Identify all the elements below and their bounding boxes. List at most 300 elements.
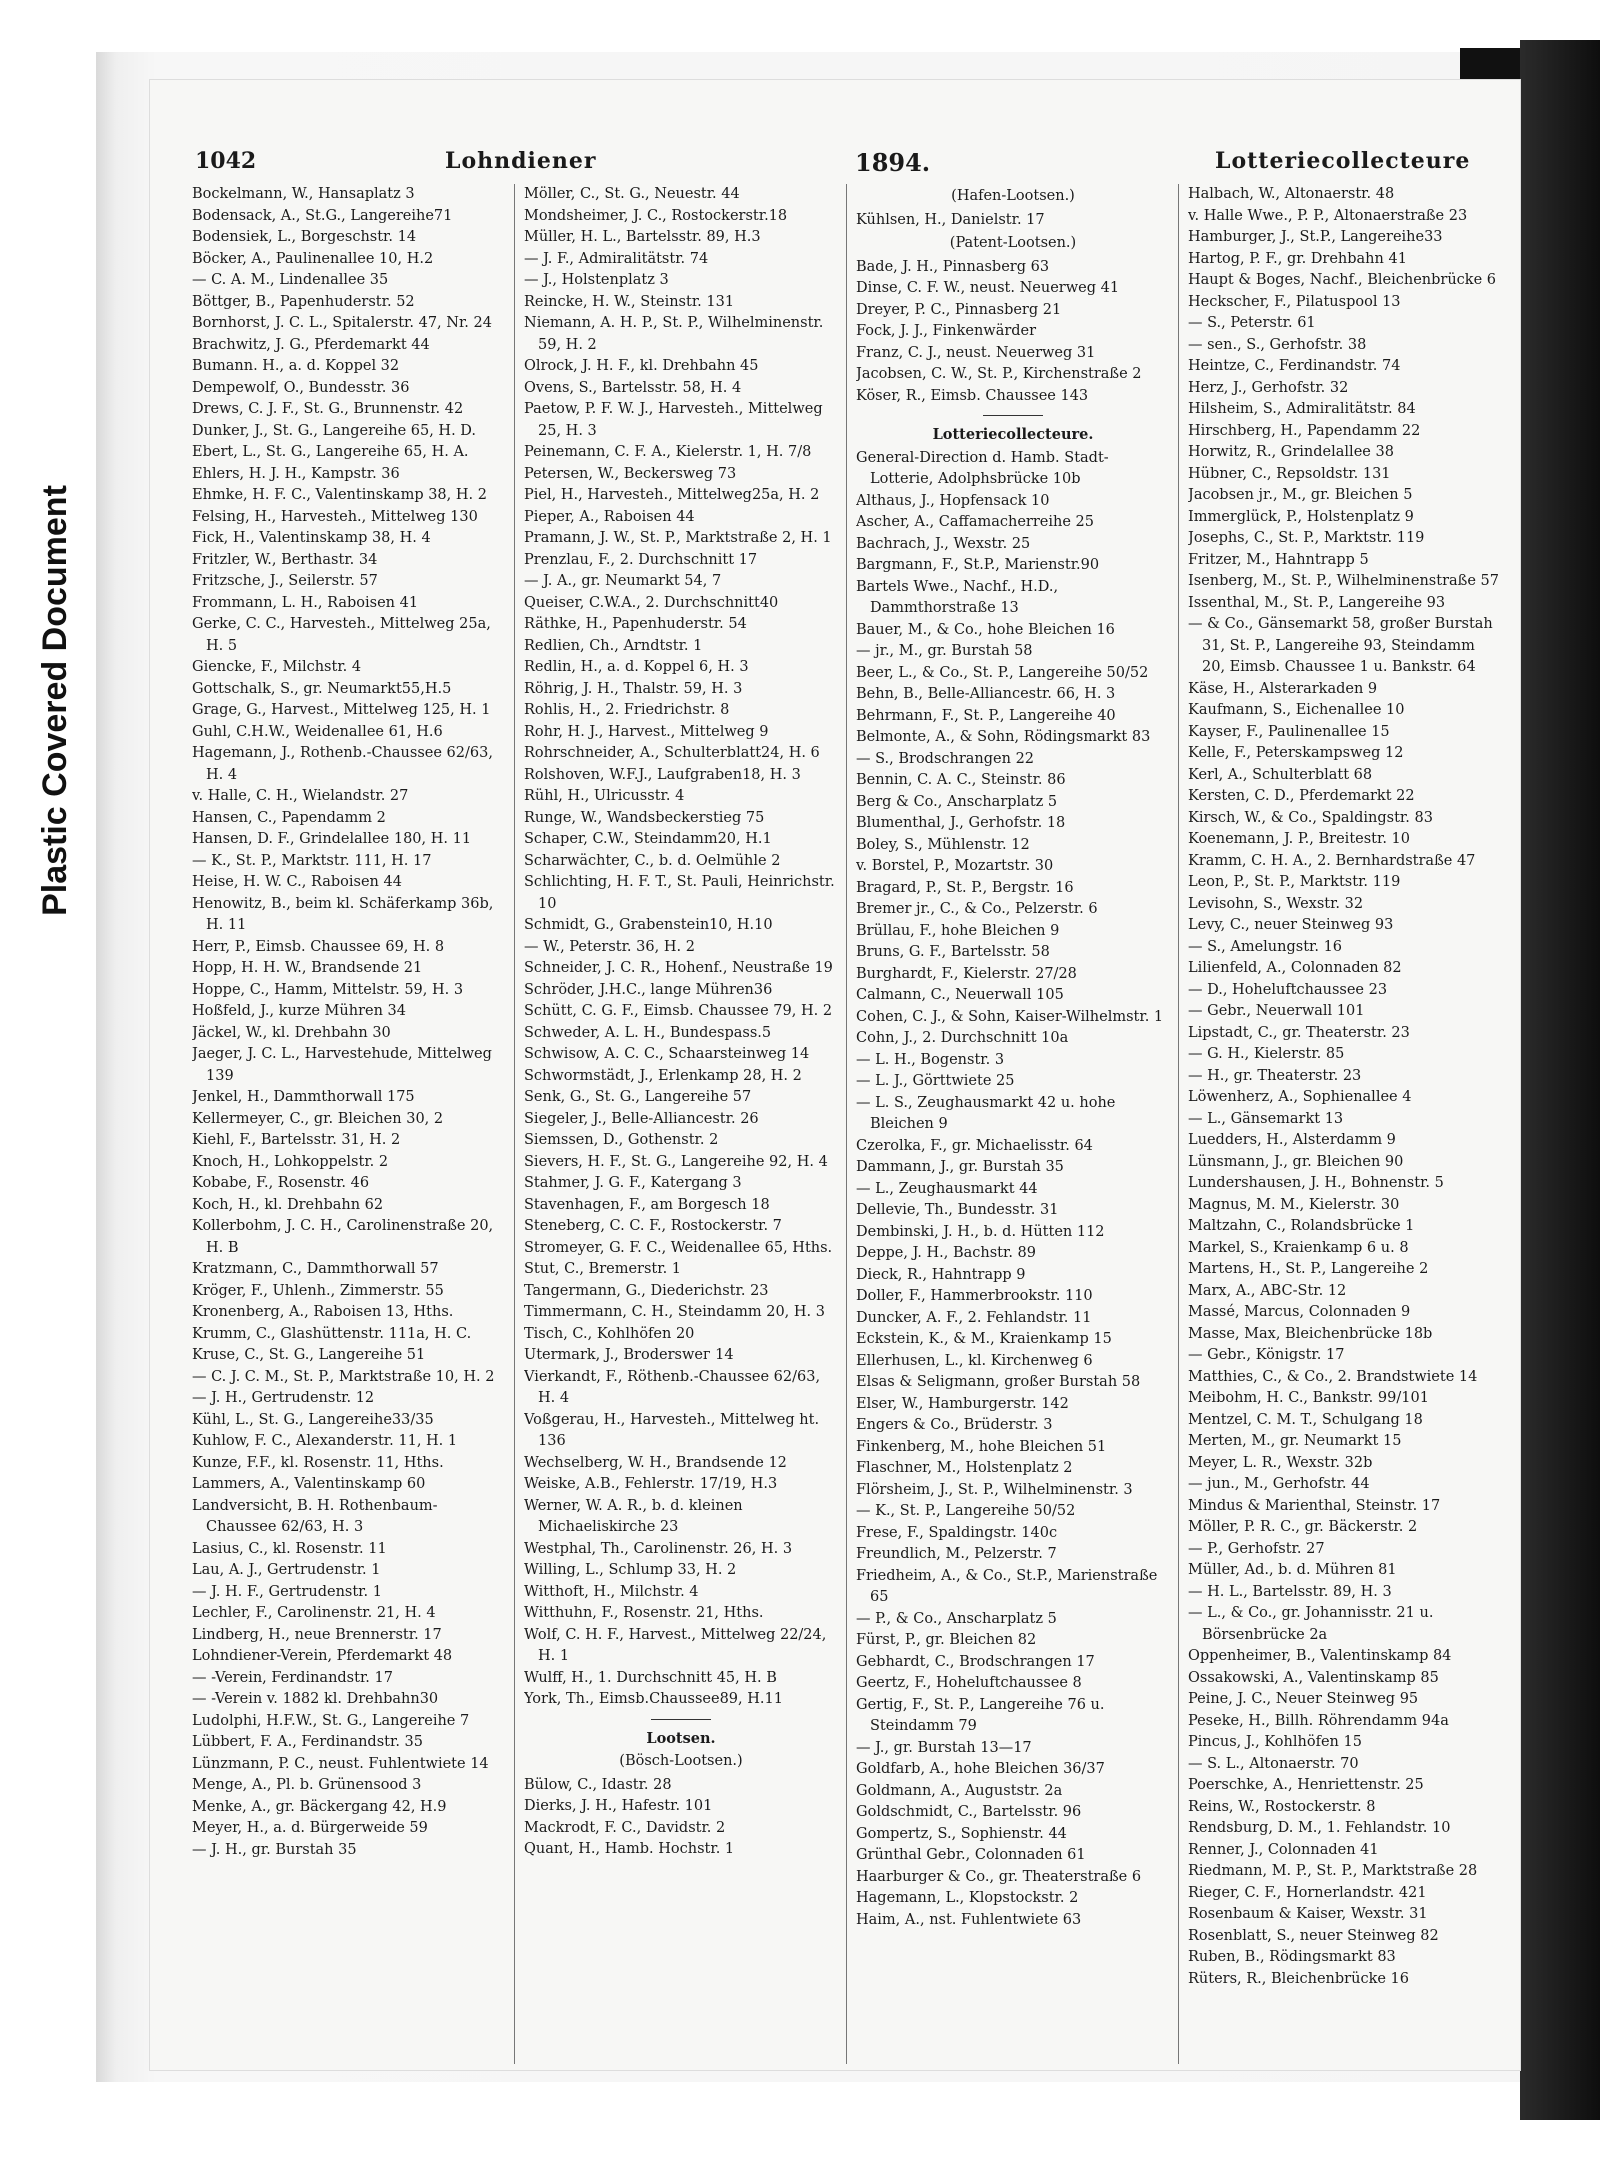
directory-entry: Lau, A. J., Gertrudenstr. 1 <box>192 1562 381 1578</box>
directory-entry: Bockelmann, W., Hansaplatz 3 <box>192 186 415 202</box>
directory-entry: Belmonte, A., & Sohn, Rödingsmarkt 83 <box>856 729 1151 745</box>
directory-entry: — H., gr. Theaterstr. 23 <box>1188 1067 1362 1084</box>
directory-entry: — J. A., gr. Neumarkt 54, 7 <box>524 573 722 589</box>
directory-entry: Bargmann, F., St.P., Marienstr.90 <box>856 557 1100 573</box>
directory-entry: v. Borstel, P., Mozartstr. 30 <box>856 858 1054 874</box>
directory-entry: Fick, H., Valentinskamp 38, H. 4 <box>192 530 431 546</box>
directory-entry: Peine, J. C., Neuer Steinweg 95 <box>1188 1691 1419 1707</box>
directory-entry: Witthoft, H., Milchstr. 4 <box>524 1583 699 1600</box>
directory-entry: — J. F., Admiralitätstr. 74 <box>524 250 709 267</box>
directory-entry: Goldmann, A., Auguststr. 2a <box>856 1782 1063 1799</box>
directory-entry: Schneider, J. C. R., Hohenf., Neustraße 19 <box>524 960 833 976</box>
directory-entry: Möller, P. R. C., gr. Bäckerstr. 2 <box>1188 1519 1418 1535</box>
directory-entry: Knoch, H., Lohkoppelstr. 2 <box>192 1153 389 1170</box>
directory-entry: Althaus, J., Hopfensack 10 <box>856 492 1050 509</box>
directory-entry: Siegeler, J., Belle-Alliancestr. 26 <box>524 1110 759 1127</box>
directory-entry: Koch, H., kl. Drehbahn 62 <box>192 1196 384 1213</box>
directory-entry: Weiske, A.B., Fehlerstr. 17/19, H.3 <box>524 1476 778 1492</box>
directory-entry: — jun., M., Gerhofstr. 44 <box>1188 1476 1370 1492</box>
directory-entry: Stut, C., Bremerstr. 1 <box>524 1261 682 1277</box>
plastic-covered-label: Plastic Covered Document <box>35 484 74 916</box>
spine-label-partial <box>4 420 18 980</box>
directory-entry: Lasius, C., kl. Rosenstr. 11 <box>192 1540 387 1557</box>
directory-entry: Scharwächter, C., b. d. Oelmühle 2 <box>524 852 781 869</box>
directory-entry: Rühl, H., Ulricusstr. 4 <box>524 788 685 804</box>
directory-entry: Gerke, C. C., Harvesteh., Mittelweg 25a, H. 5 <box>192 616 491 654</box>
directory-entry: Oppenheimer, B., Valentinskamp 84 <box>1188 1648 1452 1664</box>
directory-entry: Riedmann, M. P., St. P., Marktstraße 28 <box>1188 1863 1478 1879</box>
directory-entry: Issenthal, M., St. P., Langereihe 93 <box>1188 594 1446 611</box>
directory-entry: Siemssen, D., Gothenstr. 2 <box>524 1132 719 1148</box>
directory-entry: Müller, Ad., b. d. Mühren 81 <box>1188 1562 1397 1578</box>
directory-entry: Heckscher, F., Pilatuspool 13 <box>1188 293 1401 310</box>
directory-entry: Levy, C., neuer Steinweg 93 <box>1188 917 1394 933</box>
directory-entry: Schwisow, A. C. C., Schaarsteinweg 14 <box>524 1046 810 1062</box>
directory-entry: Wolf, C. H. F., Harvest., Mittelweg 22/24, H. 1 <box>524 1626 827 1664</box>
directory-entry: Niemann, A. H. P., St. P., Wilhelminenstr. 59, H. 2 <box>524 315 824 353</box>
directory-entry: Hoßfeld, J., kurze Mühren 34 <box>192 1003 406 1019</box>
lootsen-heading: Lootsen. <box>646 1729 716 1747</box>
directory-entry: Bade, J. H., Pinnasberg 63 <box>856 258 1050 275</box>
directory-entry: — sen., S., Gerhofstr. 38 <box>1188 336 1367 353</box>
directory-entry: Fritzsche, J., Seilerstr. 57 <box>192 573 378 589</box>
directory-entry: Dreyer, P. C., Pinnasberg 21 <box>856 301 1062 318</box>
page-header <box>195 148 1471 184</box>
directory-entry: Pieper, A., Raboisen 44 <box>524 508 695 525</box>
directory-entry: Frommann, L. H., Raboisen 41 <box>192 594 419 611</box>
directory-entry: Hamburger, J., St.P., Langereihe33 <box>1188 229 1443 245</box>
directory-entry: Hagemann, L., Klopstockstr. 2 <box>856 1890 1079 1906</box>
directory-entry: Engers & Co., Brüderstr. 3 <box>856 1417 1053 1433</box>
directory-entry: Matthies, C., & Co., 2. Brandstwiete 14 <box>1188 1368 1478 1385</box>
directory-entry: Rüters, R., Bleichenbrücke 16 <box>1188 1970 1409 1987</box>
directory-entry: Lindberg, H., neue Brennerstr. 17 <box>192 1626 442 1643</box>
directory-entry: — S., Peterstr. 61 <box>1188 315 1316 331</box>
directory-entry: Halbach, W., Altonaerstr. 48 <box>1188 186 1395 202</box>
directory-entry: Rieger, C. F., Hornerlandstr. 421 <box>1188 1884 1427 1901</box>
directory-entry: Kirsch, W., & Co., Spaldingstr. 83 <box>1188 809 1433 826</box>
directory-entry: Schwormstädt, J., Erlenkamp 28, H. 2 <box>524 1067 802 1084</box>
directory-entry: Merten, M., gr. Neumarkt 15 <box>1188 1433 1402 1449</box>
directory-entry: Dierks, J. H., Hafestr. 101 <box>524 1798 713 1814</box>
directory-entry: Kellermeyer, C., gr. Bleichen 30, 2 <box>192 1110 444 1127</box>
directory-entry: Rohlis, H., 2. Friedrichstr. 8 <box>524 702 730 718</box>
directory-entry: — K., St. P., Langereihe 50/52 <box>856 1503 1076 1519</box>
directory-entry: Petersen, W., Beckersweg 73 <box>524 465 737 482</box>
directory-entry: York, Th., Eimsb.Chaussee89, H.11 <box>524 1691 783 1707</box>
left-running-title: Lohndiener <box>445 148 597 174</box>
directory-entry: Ovens, S., Bartelsstr. 58, H. 4 <box>524 379 742 396</box>
directory-entry: Schweder, A. L. H., Bundespass.5 <box>524 1024 772 1041</box>
directory-entry: Meyer, H., a. d. Bürgerweide 59 <box>192 1820 428 1836</box>
directory-entry: — J. H. F., Gertrudenstr. 1 <box>192 1583 382 1600</box>
directory-entry: Runge, W., Wandsbeckerstieg 75 <box>524 809 765 826</box>
directory-entry: — -Verein, Ferdinandstr. 17 <box>192 1669 393 1686</box>
directory-entry: Landversicht, B. H. Rothenbaum-Chaussee 62/63, H. 3 <box>192 1497 438 1535</box>
directory-entry: Stavenhagen, F., am Borgesch 18 <box>524 1196 770 1213</box>
directory-entry: Hansen, D. F., Grindelallee 180, H. 11 <box>192 831 472 847</box>
directory-entry: Luedders, H., Alsterdamm 9 <box>1188 1132 1396 1148</box>
directory-entry: Finkenberg, M., hohe Bleichen 51 <box>856 1438 1107 1455</box>
directory-entry: Isenberg, M., St. P., Wilhelminenstraße 57 <box>1188 573 1499 589</box>
directory-entry: — C. A. M., Lindenallee 35 <box>192 272 389 288</box>
directory-entry: Pramann, J. W., St. P., Marktstraße 2, H. 1 <box>524 530 832 546</box>
directory-entry: Duncker, A. F., 2. Fehlandstr. 11 <box>856 1309 1092 1326</box>
directory-entry: Bumann. H., a. d. Koppel 32 <box>192 358 400 374</box>
directory-entry: — L., Zeughausmarkt 44 <box>856 1180 1038 1197</box>
directory-entry: Friedheim, A., & Co., St.P., Marienstraße 65 <box>856 1567 1158 1605</box>
directory-entry: Mackrodt, F. C., Davidstr. 2 <box>524 1819 726 1836</box>
directory-entry: Burghardt, F., Kielerstr. 27/28 <box>856 965 1077 982</box>
directory-entry: Boley, S., Mühlenstr. 12 <box>856 836 1030 853</box>
directory-entry: Giencke, F., Milchstr. 4 <box>192 659 362 675</box>
directory-entry: Hilsheim, S., Admiralitätstr. 84 <box>1188 401 1416 417</box>
directory-entry: Dieck, R., Hahntrapp 9 <box>856 1266 1026 1283</box>
scan-edge-right <box>1520 40 1600 2120</box>
directory-entry: Vierkandt, F., Röthenb.-Chaussee 62/63, H. 4 <box>524 1368 821 1406</box>
directory-entry: Fritzler, W., Berthastr. 34 <box>192 551 378 568</box>
directory-entry: Müller, H. L., Bartelsstr. 89, H.3 <box>524 229 761 245</box>
directory-entry: Grage, G., Harvest., Mittelweg 125, H. 1 <box>192 702 491 718</box>
directory-entry: Dempewolf, O., Bundesstr. 36 <box>192 379 410 396</box>
section-rule <box>651 1719 711 1720</box>
directory-entry: Heintze, C., Ferdinandstr. 74 <box>1188 358 1401 374</box>
directory-entry: Jenkel, H., Dammthorwall 175 <box>192 1089 415 1105</box>
directory-entry: Utermark, J., Broderswег 14 <box>524 1347 734 1363</box>
directory-entry: — Gebr., Neuerwall 101 <box>1188 1003 1365 1019</box>
directory-entry: Mentzel, C. M. T., Schulgang 18 <box>1188 1411 1423 1428</box>
directory-entry: — W., Peterstr. 36, H. 2 <box>524 938 695 955</box>
directory-entry: — J., gr. Burstah 13—17 <box>856 1739 1032 1756</box>
directory-entry: Marx, A., ABC-Str. 12 <box>1188 1282 1347 1299</box>
directory-entry: Dellevie, Th., Bundesstr. 31 <box>856 1202 1059 1218</box>
directory-entry: Blumenthal, J., Gerhofstr. 18 <box>856 815 1066 831</box>
directory-entry: Calmann, C., Neuerwall 105 <box>856 987 1064 1003</box>
directory-entry: Kaufmann, S., Eichenallee 10 <box>1188 702 1405 718</box>
directory-entry: Kayser, F., Paulinenallee 15 <box>1188 723 1390 740</box>
directory-entry: — S. L., Altonaerstr. 70 <box>1188 1755 1359 1772</box>
directory-entry: Böttger, B., Papenhuderstr. 52 <box>192 293 415 310</box>
directory-entry: Bodensiek, L., Borgeschstr. 14 <box>192 229 417 245</box>
directory-entry: Horwitz, R., Grindelallee 38 <box>1188 444 1394 460</box>
directory-entry: Brüllau, F., hohe Bleichen 9 <box>856 922 1060 939</box>
directory-entry: Franz, C. J., neust. Neuerweg 31 <box>856 344 1096 361</box>
directory-entry: Magnus, M. M., Kielerstr. 30 <box>1188 1196 1400 1213</box>
directory-entry: Kunze, F.F., kl. Rosenstr. 11, Hths. <box>192 1454 444 1471</box>
directory-entry: — Gebr., Königstr. 17 <box>1188 1347 1345 1363</box>
directory-entry: Schütt, C. G. F., Eimsb. Chaussee 79, H. 2 <box>524 1003 833 1019</box>
directory-entry: Böcker, A., Paulinenallee 10, H.2 <box>192 250 434 267</box>
directory-entry: Jacobsen, C. W., St. P., Kirchenstraße 2 <box>856 366 1142 382</box>
column-divider <box>846 184 847 2064</box>
directory-entry: Lilienfeld, A., Colonnaden 82 <box>1188 960 1402 976</box>
directory-entry: Bragard, P., St. P., Bergstr. 16 <box>856 879 1074 896</box>
directory-entry: Hirschberg, H., Papendamm 22 <box>1188 422 1421 439</box>
directory-entry: Rendsburg, D. M., 1. Fehlandstr. 10 <box>1188 1820 1451 1836</box>
directory-entry: Beer, L., & Co., St. P., Langereihe 50/52 <box>856 664 1149 681</box>
section-subheading: (Hafen-Lootsen.) <box>951 188 1075 204</box>
year-heading: 1894. <box>855 148 931 177</box>
directory-entry: — J. H., gr. Burstah 35 <box>192 1841 357 1858</box>
column-4 <box>1188 184 1502 2064</box>
directory-entry: Berg & Co., Anscharplatz 5 <box>856 793 1058 810</box>
directory-entry: Levisohn, S., Wexstr. 32 <box>1188 895 1364 912</box>
directory-entry: Flaschner, M., Holstenplatz 2 <box>856 1460 1073 1476</box>
directory-entry: Kühl, L., St. G., Langereihe33/35 <box>192 1411 434 1428</box>
directory-entry: Tangermann, G., Diederichstr. 23 <box>524 1282 769 1299</box>
directory-entry: — G. H., Kielerstr. 85 <box>1188 1046 1345 1062</box>
directory-entry: Stahmer, J. G. F., Katergang 3 <box>524 1175 742 1191</box>
directory-entry: Peinemann, C. F. A., Kielerstr. 1, H. 7/8 <box>524 444 812 460</box>
directory-entry: Lipstadt, C., gr. Theaterstr. 23 <box>1188 1024 1410 1041</box>
directory-entry: Fürst, P., gr. Bleichen 82 <box>856 1632 1037 1648</box>
directory-entry: Witthuhn, F., Rosenstr. 21, Hths. <box>524 1605 764 1621</box>
directory-entry: v. Halle, C. H., Wielandstr. 27 <box>192 788 409 804</box>
directory-entry: v. Halle Wwe., P. P., Altonaerstraße 23 <box>1188 207 1468 224</box>
directory-entry: Brachwitz, J. G., Pferdemarkt 44 <box>192 336 430 353</box>
directory-entry: Rosenbaum & Kaiser, Wexstr. 31 <box>1188 1906 1428 1922</box>
directory-entry: Willing, L., Schlump 33, H. 2 <box>524 1562 737 1578</box>
directory-entry: Steneberg, C. C. F., Rostockerstr. 7 <box>524 1218 782 1234</box>
directory-entry: — J., Holstenplatz 3 <box>524 272 669 288</box>
directory-entry: Ascher, A., Caffamacherreihe 25 <box>856 514 1094 530</box>
directory-entry: Tisch, C., Kohlhöfen 20 <box>524 1325 695 1342</box>
directory-entry: Guhl, C.H.W., Weidenallee 61, H.6 <box>192 723 443 740</box>
directory-entry: Kruse, C., St. G., Langereihe 51 <box>192 1347 426 1363</box>
directory-entry: — L. H., Bogenstr. 3 <box>856 1051 1005 1068</box>
directory-entry: Rosenblatt, S., neuer Steinweg 82 <box>1188 1927 1439 1944</box>
directory-entry: Pincus, J., Kohlhöfen 15 <box>1188 1734 1362 1750</box>
directory-entry: — L., & Co., gr. Johannisstr. 21 u. Börsenbrücke 2a <box>1188 1605 1434 1643</box>
directory-entry: Frese, F., Spaldingstr. 140c <box>856 1524 1058 1541</box>
directory-entry: Massé, Marcus, Colonnaden 9 <box>1188 1304 1411 1320</box>
directory-entry: Hübner, C., Repsoldstr. 131 <box>1188 465 1391 482</box>
directory-entry: Quant, H., Hamb. Hochstr. 1 <box>524 1841 735 1857</box>
directory-entry: Renner, J., Colonnaden 41 <box>1188 1841 1379 1858</box>
directory-entry: Martens, H., St. P., Langereihe 2 <box>1188 1261 1429 1277</box>
column-2 <box>524 184 838 2064</box>
directory-entry: — H. L., Bartelsstr. 89, H. 3 <box>1188 1583 1392 1600</box>
directory-entry: Kratzmann, C., Dammthorwall 57 <box>192 1261 439 1277</box>
directory-entry: Schmidt, G., Grabenstein10, H.10 <box>524 917 773 933</box>
directory-entry: — -Verein v. 1882 kl. Drehbahn30 <box>192 1691 439 1707</box>
directory-entry: — L., Gänsemarkt 13 <box>1188 1110 1344 1127</box>
directory-entry: Kronenberg, A., Raboisen 13, Hths. <box>192 1304 454 1320</box>
directory-entry: Wulff, H., 1. Durchschnitt 45, H. B <box>524 1669 777 1686</box>
directory-entry: Jäckel, W., kl. Drehbahn 30 <box>192 1024 391 1041</box>
directory-entry: Bauer, M., & Co., hohe Bleichen 16 <box>856 621 1115 638</box>
directory-entry: Immerglück, P., Holstenplatz 9 <box>1188 508 1414 525</box>
directory-entry: Czerolka, F., gr. Michaelisstr. 64 <box>856 1137 1093 1154</box>
directory-entry: Stromeyer, G. F. C., Weidenallee 65, Hths. <box>524 1239 833 1256</box>
directory-entry: Hansen, C., Papendamm 2 <box>192 809 386 826</box>
directory-entry: Lammers, A., Valentinskamp 60 <box>192 1476 426 1492</box>
directory-entry: Hartog, P. F., gr. Drehbahn 41 <box>1188 250 1407 267</box>
directory-entry: Jaeger, J. C. L., Harvestehude, Mittelweg 139 <box>192 1046 492 1084</box>
directory-entry: Menke, A., gr. Bäckergang 42, H.9 <box>192 1798 447 1815</box>
directory-entry: Lohndiener-Verein, Pferdemarkt 48 <box>192 1648 453 1664</box>
directory-entry: Cohen, C. J., & Sohn, Kaiser-Wilhelmstr. 1 <box>856 1008 1164 1025</box>
directory-entry: Timmermann, C. H., Steindamm 20, H. 3 <box>524 1304 825 1320</box>
column-3 <box>856 184 1170 2064</box>
directory-entry: Kröger, F., Uhlenh., Zimmerstr. 55 <box>192 1282 444 1299</box>
directory-entry: Rolshoven, W.F.J., Laufgraben18, H. 3 <box>524 766 801 783</box>
directory-entry: Doller, F., Hammerbrookstr. 110 <box>856 1288 1093 1304</box>
directory-entry: — K., St. P., Marktstr. 111, H. 17 <box>192 852 432 869</box>
directory-entry: Lundershausen, J. H., Bohnenstr. 5 <box>1188 1175 1444 1191</box>
directory-entry: Poerschke, A., Henriettenstr. 25 <box>1188 1777 1424 1793</box>
directory-entry: Gottschalk, S., gr. Neumarkt55,H.5 <box>192 680 452 697</box>
directory-entry: Deppe, J. H., Bachstr. 89 <box>856 1245 1036 1261</box>
directory-entry: Paetow, P. F. W. J., Harvesteh., Mittelweg 25, H. 3 <box>524 401 823 439</box>
directory-entry: Dunker, J., St. G., Langereihe 65, H. D. <box>192 422 477 439</box>
directory-entry: Voßgerau, H., Harvesteh., Mittelweg ht. 136 <box>524 1411 820 1449</box>
directory-entry: Goldschmidt, C., Bartelsstr. 96 <box>856 1804 1082 1820</box>
directory-entry: Bartels Wwe., Nachf., H.D., Dammthorstraße 13 <box>856 578 1059 616</box>
directory-entry: Dinse, C. F. W., neust. Neuerweg 41 <box>856 280 1120 296</box>
directory-entry: — & Co., Gänsemarkt 58, großer Burstah 31, St. P., Langereihe 93, Steindamm 20, Eimsb. Chaussee 1 u. Bankstr. 64 <box>1188 616 1493 675</box>
directory-entry: — S., Brodschrangen 22 <box>856 750 1035 767</box>
directory-entry: — D., Hoheluftchaussee 23 <box>1188 981 1388 998</box>
directory-entry: Masse, Max, Bleichenbrücke 18b <box>1188 1325 1433 1342</box>
directory-entry: Wechselberg, W. H., Brandsende 12 <box>524 1454 787 1471</box>
directory-entry: Grünthal Gebr., Colonnaden 61 <box>856 1847 1086 1863</box>
directory-entry: — L. S., Zeughausmarkt 42 u. hohe Bleichen 9 <box>856 1094 1116 1132</box>
directory-entry: Mindus & Marienthal, Steinstr. 17 <box>1188 1497 1441 1514</box>
directory-entry: Werner, W. A. R., b. d. kleinen Michaeliskirche 23 <box>524 1497 743 1535</box>
directory-entry: Peseke, H., Billh. Röhrendamm 94a <box>1188 1712 1449 1729</box>
directory-entry: Drews, C. J. F., St. G., Brunnenstr. 42 <box>192 401 464 417</box>
directory-entry: Reins, W., Rostockerstr. 8 <box>1188 1798 1376 1815</box>
directory-entry: Rohr, H. J., Harvest., Mittelweg 9 <box>524 723 769 740</box>
directory-entry: Heise, H. W. C., Raboisen 44 <box>192 874 402 890</box>
directory-entry: Ebert, L., St. G., Langereihe 65, H. A. <box>192 444 469 460</box>
directory-entry: Elsas & Seligmann, großer Burstah 58 <box>856 1374 1141 1390</box>
directory-entry: Schröder, J.H.C., lange Mühren36 <box>524 981 773 998</box>
directory-entry: Leon, P., St. P., Marktstr. 119 <box>1188 874 1401 890</box>
directory-entry: Piel, H., Harvesteh., Mittelweg25a, H. 2 <box>524 487 820 503</box>
directory-entry: Ehlers, H. J. H., Kampstr. 36 <box>192 465 400 482</box>
directory-entry: Kelle, F., Peterskampsweg 12 <box>1188 745 1404 761</box>
directory-entry: Lünsmann, J., gr. Bleichen 90 <box>1188 1153 1404 1170</box>
directory-entry: Dembinski, J. H., b. d. Hütten 112 <box>856 1223 1105 1240</box>
directory-entry: Markel, S., Kraienkamp 6 u. 8 <box>1188 1239 1409 1256</box>
directory-entry: Menge, A., Pl. b. Grünensood 3 <box>192 1777 422 1793</box>
page-number: 1042 <box>195 148 257 174</box>
directory-entry: Kersten, C. D., Pferdemarkt 22 <box>1188 788 1415 804</box>
directory-entry: Sievers, H. F., St. G., Langereihe 92, H. 4 <box>524 1153 828 1170</box>
directory-entry: Elser, W., Hamburgerstr. 142 <box>856 1395 1069 1412</box>
directory-entry: — jr., M., gr. Burstah 58 <box>856 643 1033 659</box>
directory-entry: Redlien, Ch., Arndtstr. 1 <box>524 637 703 654</box>
directory-entry: Kühlsen, H., Danielstr. 17 <box>856 211 1045 228</box>
directory-entry: Geertz, F., Hoheluftchaussee 8 <box>856 1675 1082 1691</box>
directory-entry: Bachrach, J., Wexstr. 25 <box>856 535 1031 552</box>
directory-entry: Lübbert, F. A., Ferdinandstr. 35 <box>192 1734 423 1750</box>
directory-entry: — J. H., Gertrudenstr. 12 <box>192 1390 375 1406</box>
directory-entry: Dammann, J., gr. Burstah 35 <box>856 1159 1064 1175</box>
directory-entry: Bruns, G. F., Bartelsstr. 58 <box>856 944 1050 960</box>
directory-entry: Reincke, H. W., Steinstr. 131 <box>524 293 735 310</box>
directory-entry: Josephs, C., St. P., Marktstr. 119 <box>1188 530 1425 546</box>
directory-entry: Felsing, H., Harvesteh., Mittelweg 130 <box>192 508 478 525</box>
directory-entry: Bülow, C., Idastr. 28 <box>524 1776 672 1793</box>
directory-entry: Rohrschneider, A., Schulterblatt24, H. 6 <box>524 745 820 761</box>
directory-entry: Röhrig, J. H., Thalstr. 59, H. 3 <box>524 680 743 697</box>
directory-entry: Haarburger & Co., gr. Theaterstraße 6 <box>856 1868 1142 1885</box>
directory-entry: — P., & Co., Anscharplatz 5 <box>856 1610 1057 1627</box>
right-running-title: Lotteriecollecteure <box>1215 148 1471 174</box>
directory-entry: Maltzahn, C., Rolandsbrücke 1 <box>1188 1218 1415 1234</box>
directory-entry: Ehmke, H. F. C., Valentinskamp 38, H. 2 <box>192 487 487 503</box>
lootsen-subheading: (Bösch-Lootsen.) <box>619 1753 743 1769</box>
directory-entry: Räthke, H., Papenhuderstr. 54 <box>524 616 747 632</box>
directory-entry: Kerl, A., Schulterblatt 68 <box>1188 766 1373 783</box>
directory-entry: Jacobsen jr., M., gr. Bleichen 5 <box>1188 487 1413 503</box>
directory-entry: Möller, C., St. G., Neuestr. 44 <box>524 186 740 202</box>
directory-page <box>150 80 1520 2070</box>
directory-entry: Eckstein, K., & M., Kraienkamp 15 <box>856 1331 1112 1347</box>
directory-entry: General-Direction d. Hamb. Stadt-Lotterie, Adolphsbrücke 10b <box>856 449 1109 487</box>
directory-entry: Kiehl, F., Bartelsstr. 31, H. 2 <box>192 1132 401 1148</box>
directory-entry: Hopp, H. H. W., Brandsende 21 <box>192 960 423 976</box>
section-subheading: (Patent-Lootsen.) <box>949 235 1077 251</box>
directory-entry: — S., Amelungstr. 16 <box>1188 938 1343 955</box>
directory-entry: — L. J., Görttwiete 25 <box>856 1073 1015 1089</box>
directory-entry: Cohn, J., 2. Durchschnitt 10a <box>856 1030 1069 1046</box>
section-rule <box>983 415 1043 416</box>
directory-entry: Behrmann, F., St. P., Langereihe 40 <box>856 707 1116 724</box>
directory-entry: Henowitz, B., beim kl. Schäferkamp 36b, H. 11 <box>192 895 494 933</box>
directory-entry: Olrock, J. H. F., kl. Drehbahn 45 <box>524 358 759 374</box>
directory-entry: Ossakowski, A., Valentinskamp 85 <box>1188 1669 1439 1686</box>
directory-entry: Haim, A., nst. Fuhlentwiete 63 <box>856 1911 1082 1928</box>
directory-entry: Bornhorst, J. C. L., Spitalerstr. 47, Nr. 24 <box>192 315 492 331</box>
directory-entry: Gertig, F., St. P., Langereihe 76 u. Steindamm 79 <box>856 1696 1105 1734</box>
directory-entry: Ruben, B., Rödingsmarkt 83 <box>1188 1949 1396 1965</box>
section-heading: Lotteriecollecteure. <box>932 426 1094 443</box>
directory-entry: Bremer jr., C., & Co., Pelzerstr. 6 <box>856 901 1098 917</box>
directory-entry: Koenemann, J. P., Breitestr. 10 <box>1188 831 1411 847</box>
directory-entry: Löwenherz, A., Sophienallee 4 <box>1188 1089 1412 1105</box>
directory-entry: Hoppe, C., Hamm, Mittelstr. 59, H. 3 <box>192 981 464 998</box>
directory-entry: Goldfarb, A., hohe Bleichen 36/37 <box>856 1761 1105 1777</box>
directory-entry: Behn, B., Belle-Alliancestr. 66, H. 3 <box>856 686 1116 702</box>
directory-entry: Gompertz, S., Sophienstr. 44 <box>856 1825 1067 1842</box>
directory-entry: Bodensack, A., St.G., Langereihe71 <box>192 207 453 224</box>
directory-entry: Kramm, C. H. A., 2. Bernhardstraße 47 <box>1188 852 1476 869</box>
directory-entry: Schaper, C.W., Steindamm20, H.1 <box>524 831 772 847</box>
directory-entry: Krumm, C., Glashüttenstr. 111a, H. C. <box>192 1325 472 1342</box>
directory-entry: Freundlich, M., Pelzerstr. 7 <box>856 1546 1057 1562</box>
directory-entry: Lünzmann, P. C., neust. Fuhlentwiete 14 <box>192 1755 489 1772</box>
directory-entry: Fock, J. J., Finkenwärder <box>856 323 1037 339</box>
directory-entry: Kuhlow, F. C., Alexanderstr. 11, H. 1 <box>192 1433 458 1449</box>
directory-entry: Westphal, Th., Carolinenstr. 26, H. 3 <box>524 1540 793 1557</box>
directory-entry: Mondsheimer, J. C., Rostockerstr.18 <box>524 207 788 224</box>
column-divider <box>514 184 515 2064</box>
column-1 <box>192 184 506 2064</box>
directory-entry: Herr, P., Eimsb. Chaussee 69, H. 8 <box>192 938 445 955</box>
directory-entry: Köser, R., Eimsb. Chaussee 143 <box>856 387 1089 404</box>
directory-entry: Queiser, C.W.A., 2. Durchschnitt40 <box>524 594 779 611</box>
directory-entry: Prenzlau, F., 2. Durchschnitt 17 <box>524 551 758 568</box>
directory-entry: Käse, H., Alsterarkaden 9 <box>1188 680 1378 697</box>
directory-entry: Ludolphi, H.F.W., St. G., Langereihe 7 <box>192 1712 470 1729</box>
directory-entry: Gebhardt, C., Brodschrangen 17 <box>856 1653 1095 1670</box>
directory-entry: Lechler, F., Carolinenstr. 21, H. 4 <box>192 1605 436 1621</box>
directory-entry: Kobabe, F., Rosenstr. 46 <box>192 1175 370 1191</box>
